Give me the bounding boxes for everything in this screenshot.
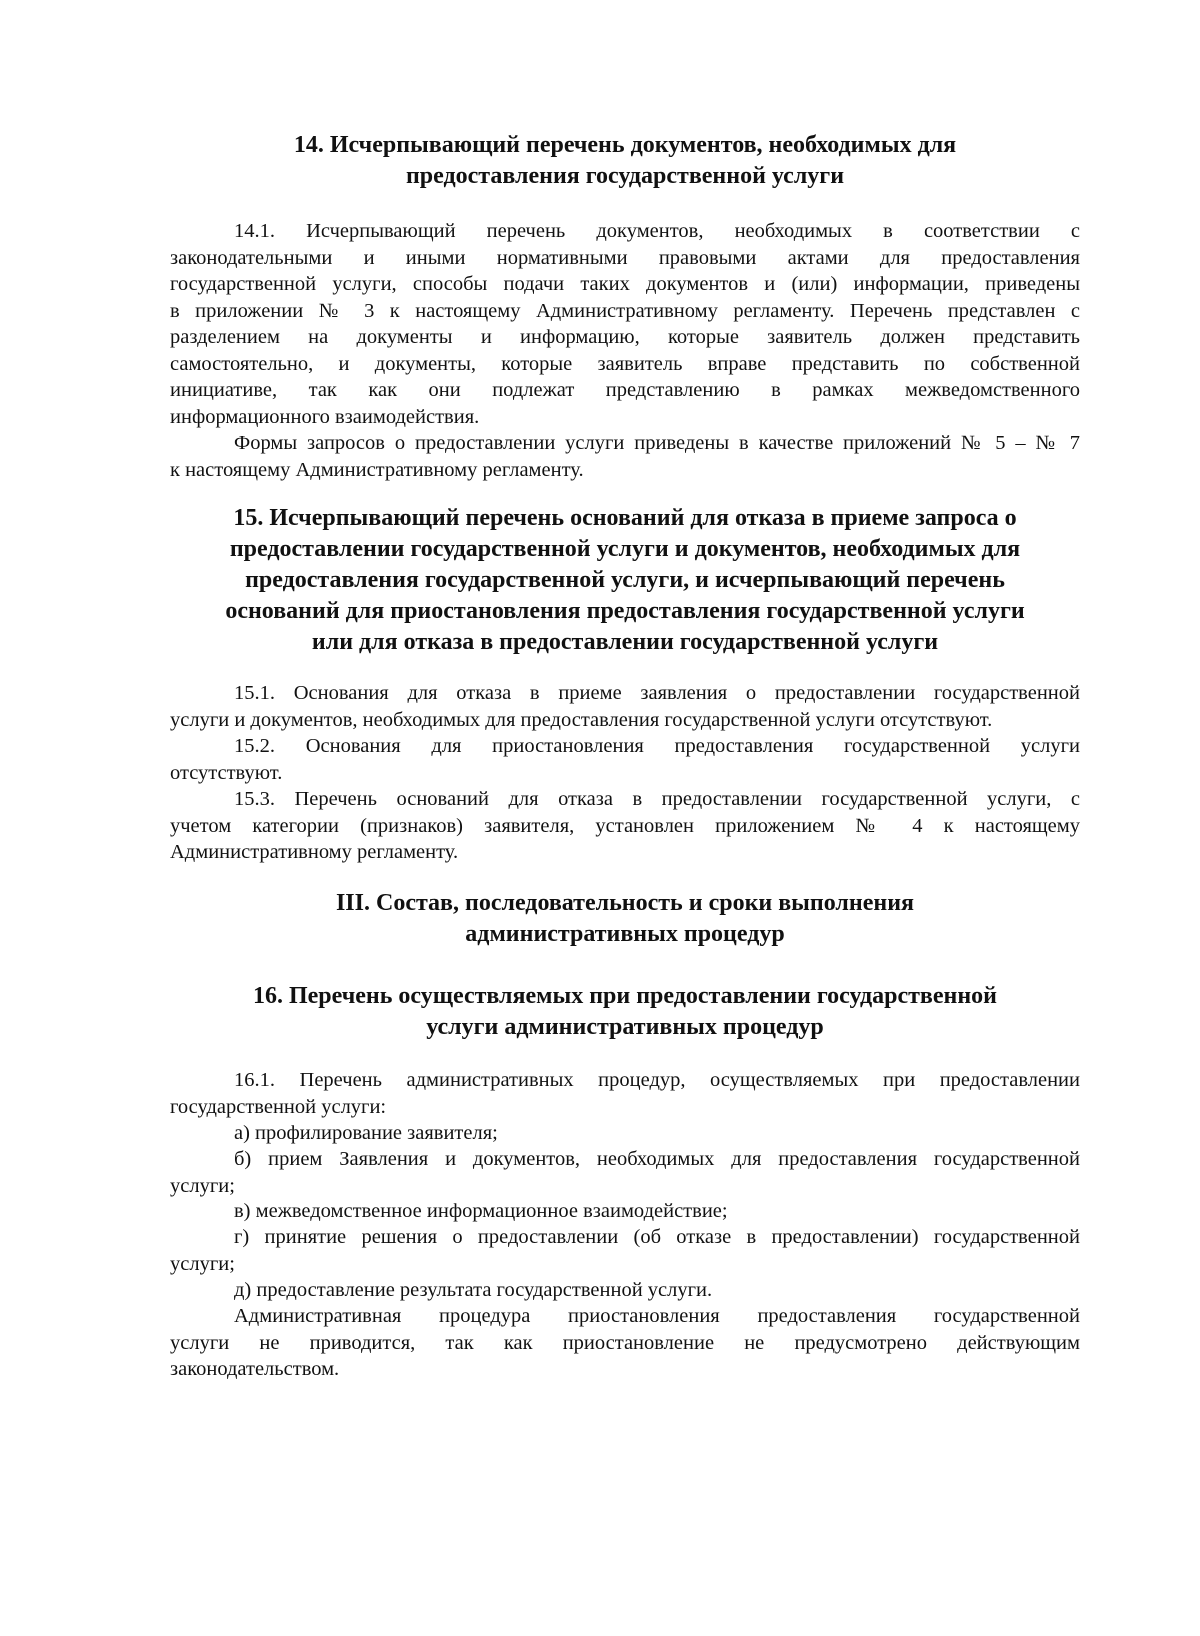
text-line: в приложении № 3 к настоящему Административному регламенту. Перечень представлен с <box>170 299 1080 322</box>
paragraph-14-1 <box>170 218 1080 430</box>
text-line: в) межведомственное информационное взаимодействие; <box>234 1200 728 1222</box>
text-line: государственной услуги, способы подачи таких документов и (или) информации, приведены <box>170 273 1080 295</box>
text-line: а) профилирование заявителя; <box>234 1122 498 1144</box>
section-14-heading <box>170 130 1080 192</box>
text-line: законодательными и иными нормативными правовыми актами для предоставления <box>170 246 1080 269</box>
heading-line: 16. Перечень осуществляемых при предоставлении государственной <box>252 983 998 1009</box>
section-16-heading <box>170 981 1080 1043</box>
text-line: услуги и документов, необходимых для предоставления государственной услуги отсутствуют. <box>170 708 993 731</box>
list-item-a <box>170 1120 1080 1147</box>
list-item-b <box>170 1146 1080 1199</box>
text-line: услуги; <box>170 1174 235 1197</box>
list-item-d <box>170 1224 1080 1277</box>
chapter-3-heading <box>170 888 1080 950</box>
paragraph-15-3 <box>170 786 1080 866</box>
heading-line: предоставления государственной услуги <box>405 163 845 189</box>
text-line: 15.2. Основания для приостановления предоставления государственной услуги <box>234 735 1080 757</box>
text-line: услуги; <box>170 1252 235 1275</box>
text-line: г) принятие решения о предоставлении (об отказе в предоставлении) государственной <box>234 1226 1080 1248</box>
text-line: учетом категории (признаков) заявителя, установлен приложением № 4 к настоящему <box>170 814 1080 837</box>
text-line: Формы запросов о предоставлении услуги приведены в качестве приложений № 5 – № 7 <box>234 432 1080 454</box>
paragraph-15-1 <box>170 680 1080 733</box>
text-line: б) прием Заявления и документов, необходимых для предоставления государственной <box>234 1148 1080 1170</box>
list-item-c <box>170 1198 1080 1225</box>
heading-line: оснований для приостановления предоставления государственной услуги <box>225 598 1025 624</box>
heading-line: III. Состав, последовательность и сроки выполнения <box>335 890 915 916</box>
paragraph-16-suspension <box>170 1303 1080 1383</box>
heading-line: предоставлении государственной услуги и документов, необходимых для <box>229 536 1021 562</box>
text-line: отсутствуют. <box>170 761 283 784</box>
heading-line: предоставления государственной услуги, и исчерпывающий перечень <box>245 567 1005 593</box>
list-item-e <box>170 1277 1080 1304</box>
text-line: 15.1. Основания для отказа в приеме заявления о предоставлении государственной <box>234 682 1080 704</box>
text-line: информационного взаимодействия. <box>170 405 480 428</box>
text-line: государственной услуги: <box>170 1095 387 1118</box>
text-line: д) предоставление результата государственной услуги. <box>234 1279 713 1301</box>
heading-line: услуги административных процедур <box>426 1014 824 1040</box>
heading-line: 15. Исчерпывающий перечень оснований для отказа в приеме запроса о <box>233 505 1017 531</box>
text-line: Административная процедура приостановления предоставления государственной <box>234 1305 1080 1327</box>
paragraph-16-1 <box>170 1067 1080 1120</box>
heading-line: или для отказа в предоставлении государственной услуги <box>311 629 939 655</box>
text-line: 16.1. Перечень административных процедур, осуществляемых при предоставлении <box>234 1069 1080 1091</box>
heading-line: 14. Исчерпывающий перечень документов, необходимых для <box>293 132 957 158</box>
text-line: услуги не приводится, так как приостановление не предусмотрено действующим <box>170 1331 1080 1354</box>
text-line: 15.3. Перечень оснований для отказа в предоставлении государственной услуги, с <box>234 788 1080 810</box>
section-15-heading <box>170 503 1080 658</box>
text-line: к настоящему Административному регламенту. <box>170 458 584 481</box>
heading-line: административных процедур <box>465 921 785 947</box>
text-line: законодательством. <box>170 1358 340 1380</box>
paragraph-15-2 <box>170 733 1080 786</box>
paragraph-14-forms <box>170 430 1080 483</box>
text-line: самостоятельно, и документы, которые заявитель вправе представить по собственной <box>170 352 1080 375</box>
text-line: инициативе, так как они подлежат представлению в рамках межведомственного <box>170 379 1080 401</box>
text-line: Административному регламенту. <box>170 841 459 863</box>
text-line: разделением на документы и информацию, которые заявитель должен представить <box>170 326 1080 348</box>
text-line: 14.1. Исчерпывающий перечень документов, необходимых в соответствии с <box>234 220 1080 242</box>
